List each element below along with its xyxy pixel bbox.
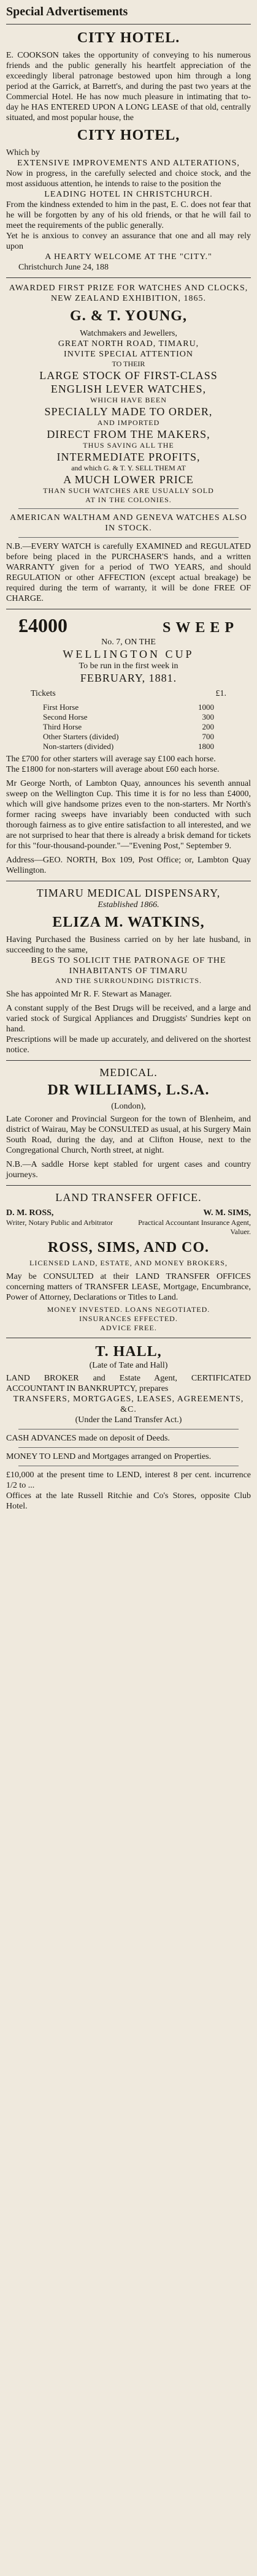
ad-line: A constant supply of the Best Drugs will be received, and a large and varied stock of Surgical Appliances and Druggists' Sundries kept on hand. — [6, 1004, 251, 1034]
ad-addr: Address—GEO. NORTH, Box 109, Post Office; or, Lambton Quay Wellington. — [6, 856, 251, 875]
ad-footer: MONEY INVESTED. LOANS NEGOTIATED. — [47, 1305, 210, 1314]
prize-label: Third Horse — [43, 722, 82, 731]
hall-ad — [6, 1343, 251, 1512]
ad-line: AT IN THE COLONIES. — [85, 495, 172, 504]
ad-title: CITY HOTEL. — [77, 30, 180, 46]
tickets-label: Tickets — [31, 689, 56, 698]
ad-sub: (Late of Tate and Hall) — [89, 1361, 168, 1370]
ad-line: No. 7, ON THE — [101, 638, 156, 647]
divider — [6, 277, 251, 278]
divider — [18, 1447, 239, 1448]
ad-nb: N.B.—EVERY WATCH is carefully EXAMINED and REGULATED before being placed in the PURCHASER'S hands, and a written WARRANTY given for a period of TWO YEARS, and should REGULATION or other AFFECTION (except actual breakage) be required during the term of warranty, it will be done FREE OF CHARGE. — [6, 542, 251, 603]
prize-label: Non-starters (divided) — [43, 742, 114, 751]
ad-body: E. COOKSON takes the opportunity of conveying to his numerous friends and the public generally his heartfelt appreciation of the exceedingly liberal patronage bestowed upon him through a long period at the Garrick, at Barrett's, and during the past two years at the Commercial Hotel. He has now much pleasure in intimating that to-day he HAS ENTERED UPON A LONG LEASE of that old, centrally situated, and most popular house, the — [6, 51, 251, 122]
ad-line: Which by — [6, 148, 40, 157]
ad-line: LARGE STOCK OF FIRST-CLASS — [39, 369, 218, 382]
land-transfer-ad — [6, 1191, 251, 1333]
ad-line: Prescriptions will be made up accurately, and delivered on the shortest notice. — [6, 1035, 251, 1055]
ad-line: AMERICAN WALTHAM AND GENEVA WATCHES ALSO IN STOCK. — [10, 513, 247, 533]
ad-name: DR WILLIAMS, L.S.A. — [47, 1082, 210, 1098]
divider — [18, 537, 239, 538]
ad-line: ENGLISH LEVER WATCHES, — [50, 383, 207, 395]
ad-dateline: Christchurch June 24, 188 — [18, 263, 109, 272]
ad-note: The £1800 for non-starters will average about £60 each horse. — [6, 765, 220, 774]
young-watchmakers-ad — [6, 283, 251, 604]
partner-title: Practical Accountant Insurance Agent, Valuer. — [138, 1218, 251, 1236]
divider — [6, 1185, 251, 1186]
prize-value: 300 — [202, 712, 214, 721]
ad-line: FEBRUARY, 1881. — [80, 672, 177, 684]
ad-line: LEADING HOTEL IN CHRISTCHURCH. — [44, 190, 213, 199]
ad-body: May be CONSULTED at their LAND TRANSFER OFFICES concerning matters of TRANSFER LEASE, Mortgage, Encumbrance, Power of Attorney, Declarations or Titles to Land. — [6, 1272, 251, 1302]
ad-line: AND IMPORTED — [97, 418, 160, 427]
ad-line: A HEARTY WELCOME AT THE "CITY." — [45, 252, 212, 262]
city-hotel-ad — [6, 29, 251, 273]
ad-name: ELIZA M. WATKINS, — [52, 914, 205, 930]
ad-line: INHABITANTS OF TIMARU — [69, 966, 188, 976]
ad-body: Late Coroner and Provincial Surgeon for the town of Blenheim, and district of Wairau, May be CONSULTED as usual, at his Surgery Main South Road, during the day, and at Clifton House, next to the Congregational Church, North street, at night. — [6, 1115, 251, 1155]
ad-line: TRANSFERS, MORTGAGES, LEASES, AGREEMENTS, &C. — [13, 1395, 244, 1414]
ad-line: A MUCH LOWER PRICE — [63, 473, 194, 486]
firm-name: ROSS, SIMS, AND CO. — [47, 1240, 210, 1256]
prize-table — [43, 702, 214, 751]
ad-line: DIRECT FROM THE MAKERS, — [47, 428, 210, 440]
ad-name: T. HALL, — [95, 1344, 162, 1360]
ad-line: WHICH HAVE BEEN — [90, 396, 167, 404]
ad-line: INTERMEDIATE PROFITS, — [56, 451, 201, 463]
divider — [18, 508, 239, 509]
ad-body: LAND BROKER and Estate Agent, CERTIFICATED ACCOUNTANT IN BANKRUPTCY, prepares — [6, 1374, 251, 1393]
prize-label: First Horse — [43, 702, 79, 712]
prize-value: 1000 — [198, 702, 214, 712]
tickets-price: £1. — [215, 689, 226, 698]
ad-line: She has appointed Mr R. F. Stewart as Manager. — [6, 990, 172, 999]
medical-ad — [6, 1066, 251, 1180]
ad-footer: ADVICE FREE. — [100, 1324, 157, 1332]
ad-line: MONEY TO LEND and Mortgages arranged on Properties. — [6, 1452, 212, 1461]
ad-heading: CITY HOTEL, — [77, 127, 180, 143]
ad-addr: GREAT NORTH ROAD, TIMARU, — [58, 339, 199, 348]
partner-title: Writer, Notary Public and Arbitrator — [6, 1218, 113, 1227]
ad-sub: Watchmakers and Jewellers, — [80, 329, 177, 338]
ad-line: (Under the Land Transfer Act.) — [75, 1415, 182, 1425]
ad-line: SPECIALLY MADE TO ORDER, — [44, 405, 213, 418]
ad-body: Having Purchased the Business carried on by her late husband, in succeeding to the same, — [6, 935, 251, 955]
sweep-amount: £4000 — [18, 614, 67, 636]
ad-line: THAN SUCH WATCHES ARE USUALLY SOLD — [43, 486, 214, 495]
page-title: Special Advertisements — [6, 5, 128, 18]
partner-name: D. M. ROSS, — [6, 1208, 54, 1218]
ad-award: AWARDED FIRST PRIZE FOR WATCHES AND CLOCKS, NEW ZEALAND EXHIBITION, 1865. — [9, 284, 248, 303]
ad-line: EXTENSIVE IMPROVEMENTS AND ALTERATIONS, — [17, 159, 240, 168]
ad-note: The £700 for other starters will average say £100 each horse. — [6, 755, 216, 764]
prize-label: Other Starters (divided) — [43, 732, 119, 741]
ad-body: Mr George North, of Lambton Quay, announces his seventh annual sweep on the Wellington Cup. This time it is for no less than £4000, which will give handsome prizes even to the non-starters. Mr North's former racing sweeps have invariably been conducted with such thorough fairness as to give entire satisfaction to all interested, and we are not surprised to hear that there is already a brisk demand for tickets for this "four-thousand-pounder."—"Evening Post," September 9. — [6, 779, 251, 851]
ad-line: AND THE SURROUNDING DISTRICTS. — [55, 976, 202, 985]
ad-nb: N.B.—A saddle Horse kept stabled for urgent cases and country journeys. — [6, 1160, 251, 1180]
ad-line: £10,000 at the present time to LEND, interest 8 per cent. incurrence 1/2 to ... — [6, 1471, 251, 1490]
ad-line: LICENSED LAND, ESTATE, AND MONEY BROKERS, — [29, 1259, 228, 1267]
ad-title: MEDICAL. — [99, 1066, 158, 1079]
ad-sub: (London), — [111, 1102, 146, 1111]
ad-line: Yet he is anxious to convey an assurance that one and all may rely upon — [6, 232, 251, 251]
ad-line: and which G. & T. Y. SELL THEM AT — [71, 464, 186, 472]
prize-value: 1800 — [198, 742, 214, 751]
ad-line: To be run in the first week in — [79, 661, 178, 671]
sweep-word: SWEEP — [162, 620, 239, 636]
ad-line: Now in progress, in the carefully selected and choice stock, and the most assiduous attention, he intends to raise to the position the — [6, 169, 251, 189]
ad-line: Offices at the late Russell Ritchie and Co's Stores, opposite Club Hotel. — [6, 1491, 251, 1511]
dispensary-ad — [6, 886, 251, 1055]
ad-footer: INSURANCES EFFECTED. — [79, 1314, 178, 1323]
ad-line: From the kindness extended to him in the past, E. C. does not fear that he will be forgotten by any of his old friends, or that he will fail to meet the requirements of the public generally. — [6, 200, 251, 230]
ad-title: TIMARU MEDICAL DISPENSARY, — [36, 887, 221, 899]
ad-line: INVITE SPECIAL ATTENTION — [64, 350, 193, 359]
prize-label: Second Horse — [43, 712, 88, 721]
divider — [6, 1060, 251, 1061]
ad-title: LAND TRANSFER OFFICE. — [55, 1191, 202, 1203]
ad-title: G. & T. YOUNG, — [70, 308, 187, 324]
prize-value: 200 — [202, 722, 214, 731]
prize-value: 700 — [202, 732, 214, 741]
ad-line: TO THEIR — [112, 360, 145, 368]
sweep-ad — [6, 614, 251, 876]
ad-line: THUS SAVING ALL THE — [83, 441, 174, 450]
ad-line: WELLINGTON CUP — [63, 648, 194, 660]
ad-est: Established 1866. — [98, 900, 159, 910]
partner-name: W. M. SIMS, — [203, 1208, 251, 1218]
ad-line: BEGS TO SOLICIT THE PATRONAGE OF THE — [31, 956, 226, 965]
ad-line: CASH ADVANCES made on deposit of Deeds. — [6, 1434, 170, 1443]
